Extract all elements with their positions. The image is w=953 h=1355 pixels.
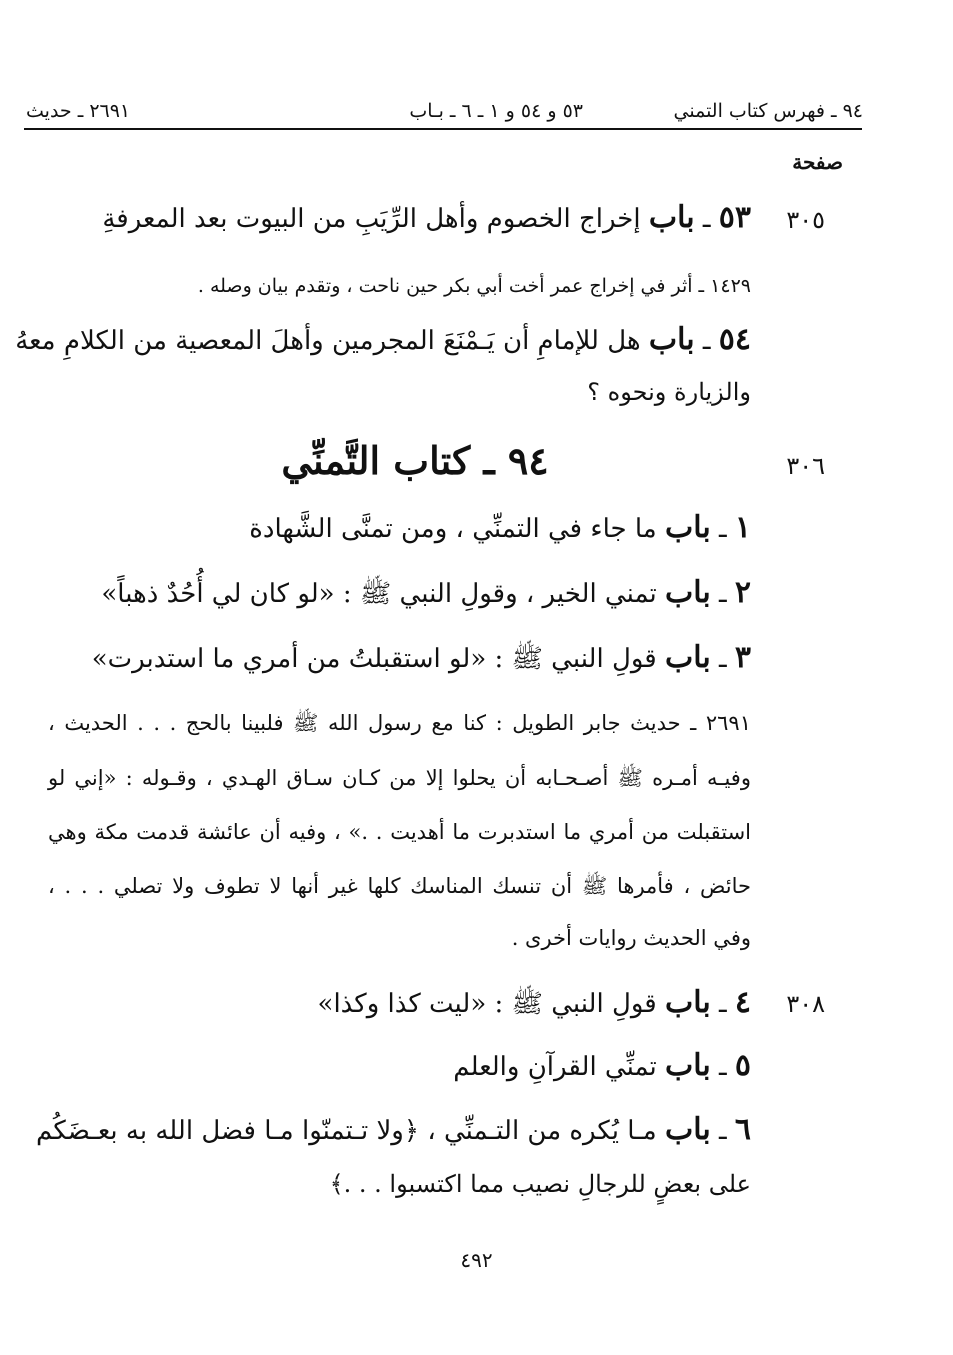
- chapter-separator: ـ: [710, 514, 735, 544]
- chapter-separator: ـ: [710, 1116, 735, 1146]
- hadith-line: ٢٦٩١ ـ حديث جابر الطويل : كنا مع رسول الله ﷺ فلبينا بالحج . . . الحديث ،: [48, 711, 751, 735]
- page-ref: ٣٠٦: [786, 452, 825, 480]
- chapter-title: تمني الخير ، وقولِ النبي ﷺ : «لو كان لي أُحُدٌ ذهباً»: [101, 579, 665, 609]
- chapter-number: ٥٤: [718, 322, 751, 357]
- chapter-number: ٥٣: [718, 200, 751, 235]
- header-chapter-title: ٩٤ ـ فهرس كتاب التمني: [673, 100, 863, 122]
- book-title: ٩٤ ـ كتاب التَّمنِّي: [281, 438, 549, 483]
- chapter-entry: [92, 640, 751, 680]
- chapter-number: ٤: [734, 985, 751, 1020]
- chapter-entry: [249, 510, 751, 545]
- header-section-range: ٥٣ و ٥٤ و ١ ـ ٦ ـ بـاب: [409, 100, 583, 122]
- chapter-keyword: باب: [664, 510, 711, 545]
- chapter-title: تمنِّي القرآنِ والعلم: [453, 1052, 665, 1082]
- hadith-line: حائض ، فأمرها ﷺ أن تنسك المناسك كلها غير أنها لا تطوف ولا تصلي . . . ،: [48, 874, 751, 898]
- chapter-entry: [453, 1048, 751, 1083]
- chapter-entry: [36, 1112, 751, 1147]
- chapter-separator: ـ: [710, 989, 735, 1019]
- chapter-separator: ـ: [694, 204, 719, 234]
- chapter-entry: [318, 985, 751, 1025]
- chapter-number: ٢: [734, 575, 751, 610]
- hadith-line: استقبلت من أمري ما استدبرت ما أهديت . .» ، وفيه أن عائشة قدمت مكة وهي: [48, 820, 751, 844]
- page-ref: ٣٠٨: [786, 990, 825, 1018]
- hadith-note: ١٤٢٩ ـ أثر في إخراج عمر أخت أبي بكر حين ناحت ، وتقدم بيان وصله .: [197, 275, 751, 297]
- chapter-keyword: باب: [648, 322, 695, 357]
- chapter-keyword: باب: [648, 200, 695, 235]
- chapter-keyword: باب: [664, 1112, 711, 1147]
- chapter-entry: [101, 575, 751, 615]
- page-column-label: صفحة: [792, 150, 843, 174]
- chapter-keyword: باب: [664, 575, 711, 610]
- chapter-separator: ـ: [710, 1052, 735, 1082]
- chapter-keyword: باب: [664, 1048, 711, 1083]
- chapter-title-continuation: على بعضٍ للرجالِ نصيب مما اكتسبوا . . .﴾: [329, 1170, 751, 1198]
- chapter-title-continuation: والزيارة ونحوه ؟: [587, 378, 751, 406]
- chapter-separator: ـ: [710, 644, 735, 674]
- header-hadith-range: ٢٦٩١ ـ حديث: [26, 100, 131, 122]
- chapter-separator: ـ: [710, 579, 735, 609]
- chapter-number: ٦: [734, 1112, 751, 1147]
- chapter-entry: [102, 200, 751, 235]
- chapter-title: قولِ النبي ﷺ : «ليت كذا وكذا»: [317, 989, 665, 1019]
- hadith-line: وفي الحديث روايات أخرى .: [511, 926, 751, 950]
- chapter-title: هل للإمامِ أن يَـمْنَعَ المجرمين وأهلَ المعصية من الكلامِ معهُ: [15, 326, 649, 356]
- chapter-entry: [15, 322, 751, 357]
- chapter-title: ما جاء في التمنِّي ، ومن تمنَّى الشَّهادة: [249, 514, 665, 544]
- chapter-keyword: باب: [664, 640, 711, 675]
- chapter-number: ٥: [734, 1048, 751, 1083]
- page-ref: ٣٠٥: [786, 206, 825, 234]
- chapter-keyword: باب: [664, 985, 711, 1020]
- chapter-number: ١: [734, 510, 751, 545]
- header-divider: [24, 128, 862, 130]
- chapter-title: إخراج الخصوم وأهل الرِّيَبِ من البيوت بعد المعرفةِ: [102, 204, 649, 234]
- hadith-line: وفيـه أمـره ﷺ أصـحـابه أن يحلوا إلا من كـان سـاق الهـدي ، وقـوله : «إني لو: [48, 766, 751, 790]
- page-number: ٤٩٢: [460, 1248, 493, 1272]
- chapter-title: مـا يُكره من التـمنِّي ، ﴿ولا تـتمنّوا مـا فضل الله به بعـضَكُم: [36, 1116, 665, 1146]
- chapter-title: قولِ النبي ﷺ : «لو استقبلتُ من أمري ما استدبرت»: [91, 644, 665, 674]
- chapter-number: ٣: [734, 640, 751, 675]
- chapter-separator: ـ: [694, 326, 719, 356]
